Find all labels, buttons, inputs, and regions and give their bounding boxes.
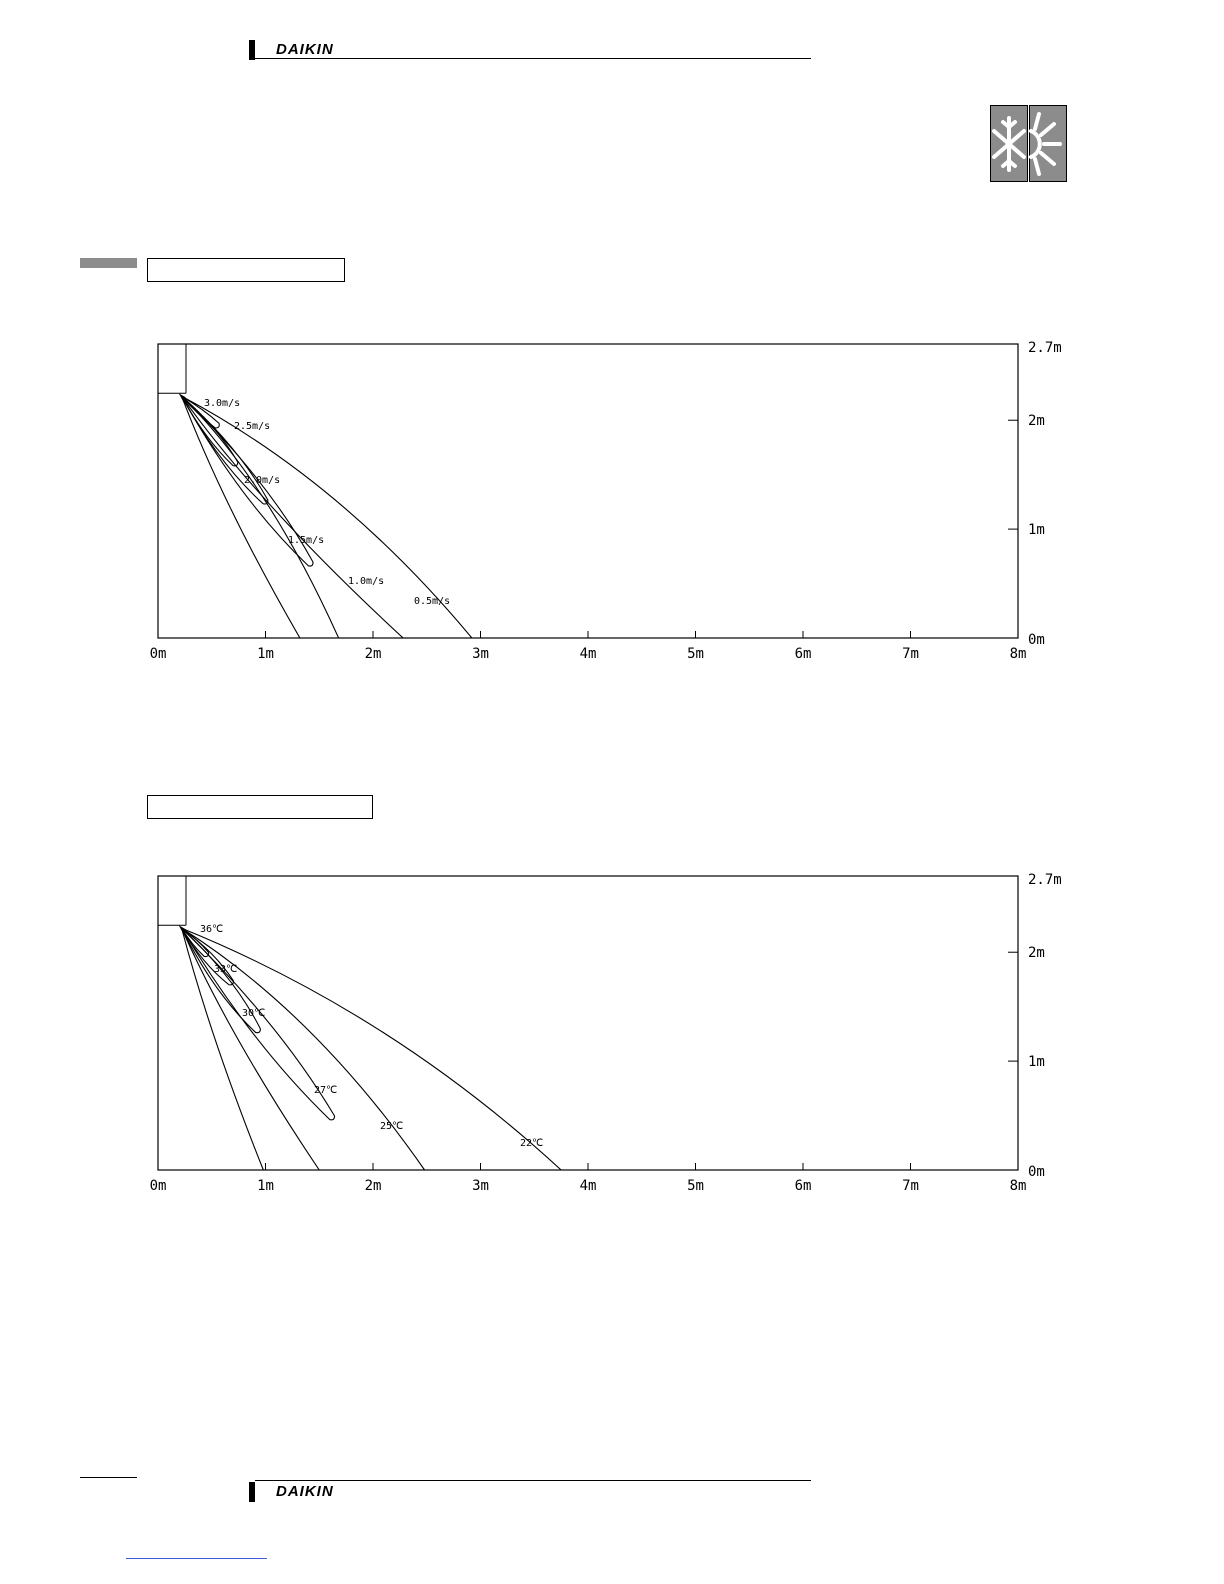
temperature-distribution-chart bbox=[0, 862, 1224, 1222]
x-tick-label: 1m bbox=[257, 1178, 274, 1194]
plot-frame bbox=[158, 344, 1018, 638]
plot-frame bbox=[158, 876, 1018, 1170]
x-tick-label: 6m bbox=[794, 1178, 812, 1194]
x-tick-label: 7m bbox=[902, 1178, 919, 1194]
velocity-distribution-chart bbox=[0, 330, 1224, 690]
y-tick-label: 0m bbox=[1028, 632, 1045, 648]
footer-link-rule bbox=[126, 1558, 267, 1559]
x-tick-label: 0m bbox=[149, 1178, 167, 1194]
y-tick-label: 1m bbox=[1028, 1054, 1045, 1071]
footer-left-rule bbox=[80, 1477, 137, 1478]
contour-label: 2.0m/s bbox=[244, 475, 281, 486]
y-tick-label: 2.7m bbox=[1028, 340, 1062, 356]
x-tick-label: 7m bbox=[902, 646, 919, 662]
x-tick-label: 6m bbox=[794, 646, 812, 662]
x-tick-label: 3m bbox=[472, 646, 489, 662]
x-tick-label: 4m bbox=[579, 646, 597, 662]
y-tick-label: 2m bbox=[1028, 413, 1045, 430]
contour-label: 1.5m/s bbox=[288, 535, 325, 546]
x-tick-label: 5m bbox=[687, 646, 704, 662]
contour-label: 36℃ bbox=[200, 924, 224, 935]
contour-label: 3.0m/s bbox=[204, 398, 241, 409]
x-tick-label: 3m bbox=[472, 1178, 489, 1194]
section-side-tab bbox=[80, 258, 137, 268]
x-tick-label: 2m bbox=[364, 646, 382, 662]
header-rule bbox=[255, 58, 811, 59]
contour-label: 33℃ bbox=[214, 964, 238, 975]
contour-label: 2.5m/s bbox=[234, 421, 271, 432]
contour-label: 30℃ bbox=[242, 1008, 266, 1019]
contour-label: 27℃ bbox=[314, 1085, 338, 1096]
contour-label: 25℃ bbox=[380, 1121, 404, 1132]
x-tick-label: 8m bbox=[1009, 1178, 1027, 1194]
velocity-chart-label-box bbox=[147, 258, 345, 282]
contour-label: 0.5m/s bbox=[414, 596, 451, 607]
x-tick-label: 8m bbox=[1009, 646, 1027, 662]
x-tick-label: 0m bbox=[149, 646, 167, 662]
header-brand-logo: DAIKIN bbox=[276, 41, 334, 58]
contour-line bbox=[182, 396, 339, 638]
mode-badge bbox=[990, 105, 1067, 183]
footer-brand-logo: DAIKIN bbox=[276, 1483, 334, 1500]
header-brand-mark bbox=[249, 40, 255, 60]
velocity-chart-svg bbox=[0, 330, 1224, 690]
y-tick-label: 1m bbox=[1028, 522, 1045, 539]
header-brand-bar bbox=[249, 40, 811, 60]
contour-line bbox=[182, 928, 561, 1170]
temperature-chart-label-box bbox=[147, 795, 373, 819]
y-tick-label: 2m bbox=[1028, 945, 1045, 962]
y-tick-label: 0m bbox=[1028, 1164, 1045, 1180]
footer-rule bbox=[255, 1480, 811, 1481]
footer-brand-mark bbox=[249, 1482, 255, 1502]
x-tick-label: 2m bbox=[364, 1178, 382, 1194]
y-tick-label: 2.7m bbox=[1028, 872, 1062, 888]
temperature-chart-svg bbox=[0, 862, 1224, 1222]
contour-label: 1.0m/s bbox=[348, 576, 385, 587]
x-tick-label: 1m bbox=[257, 646, 274, 662]
footer-brand-bar bbox=[249, 1480, 811, 1500]
x-tick-label: 4m bbox=[579, 1178, 597, 1194]
contour-label: 22℃ bbox=[520, 1138, 544, 1149]
x-tick-label: 5m bbox=[687, 1178, 704, 1194]
